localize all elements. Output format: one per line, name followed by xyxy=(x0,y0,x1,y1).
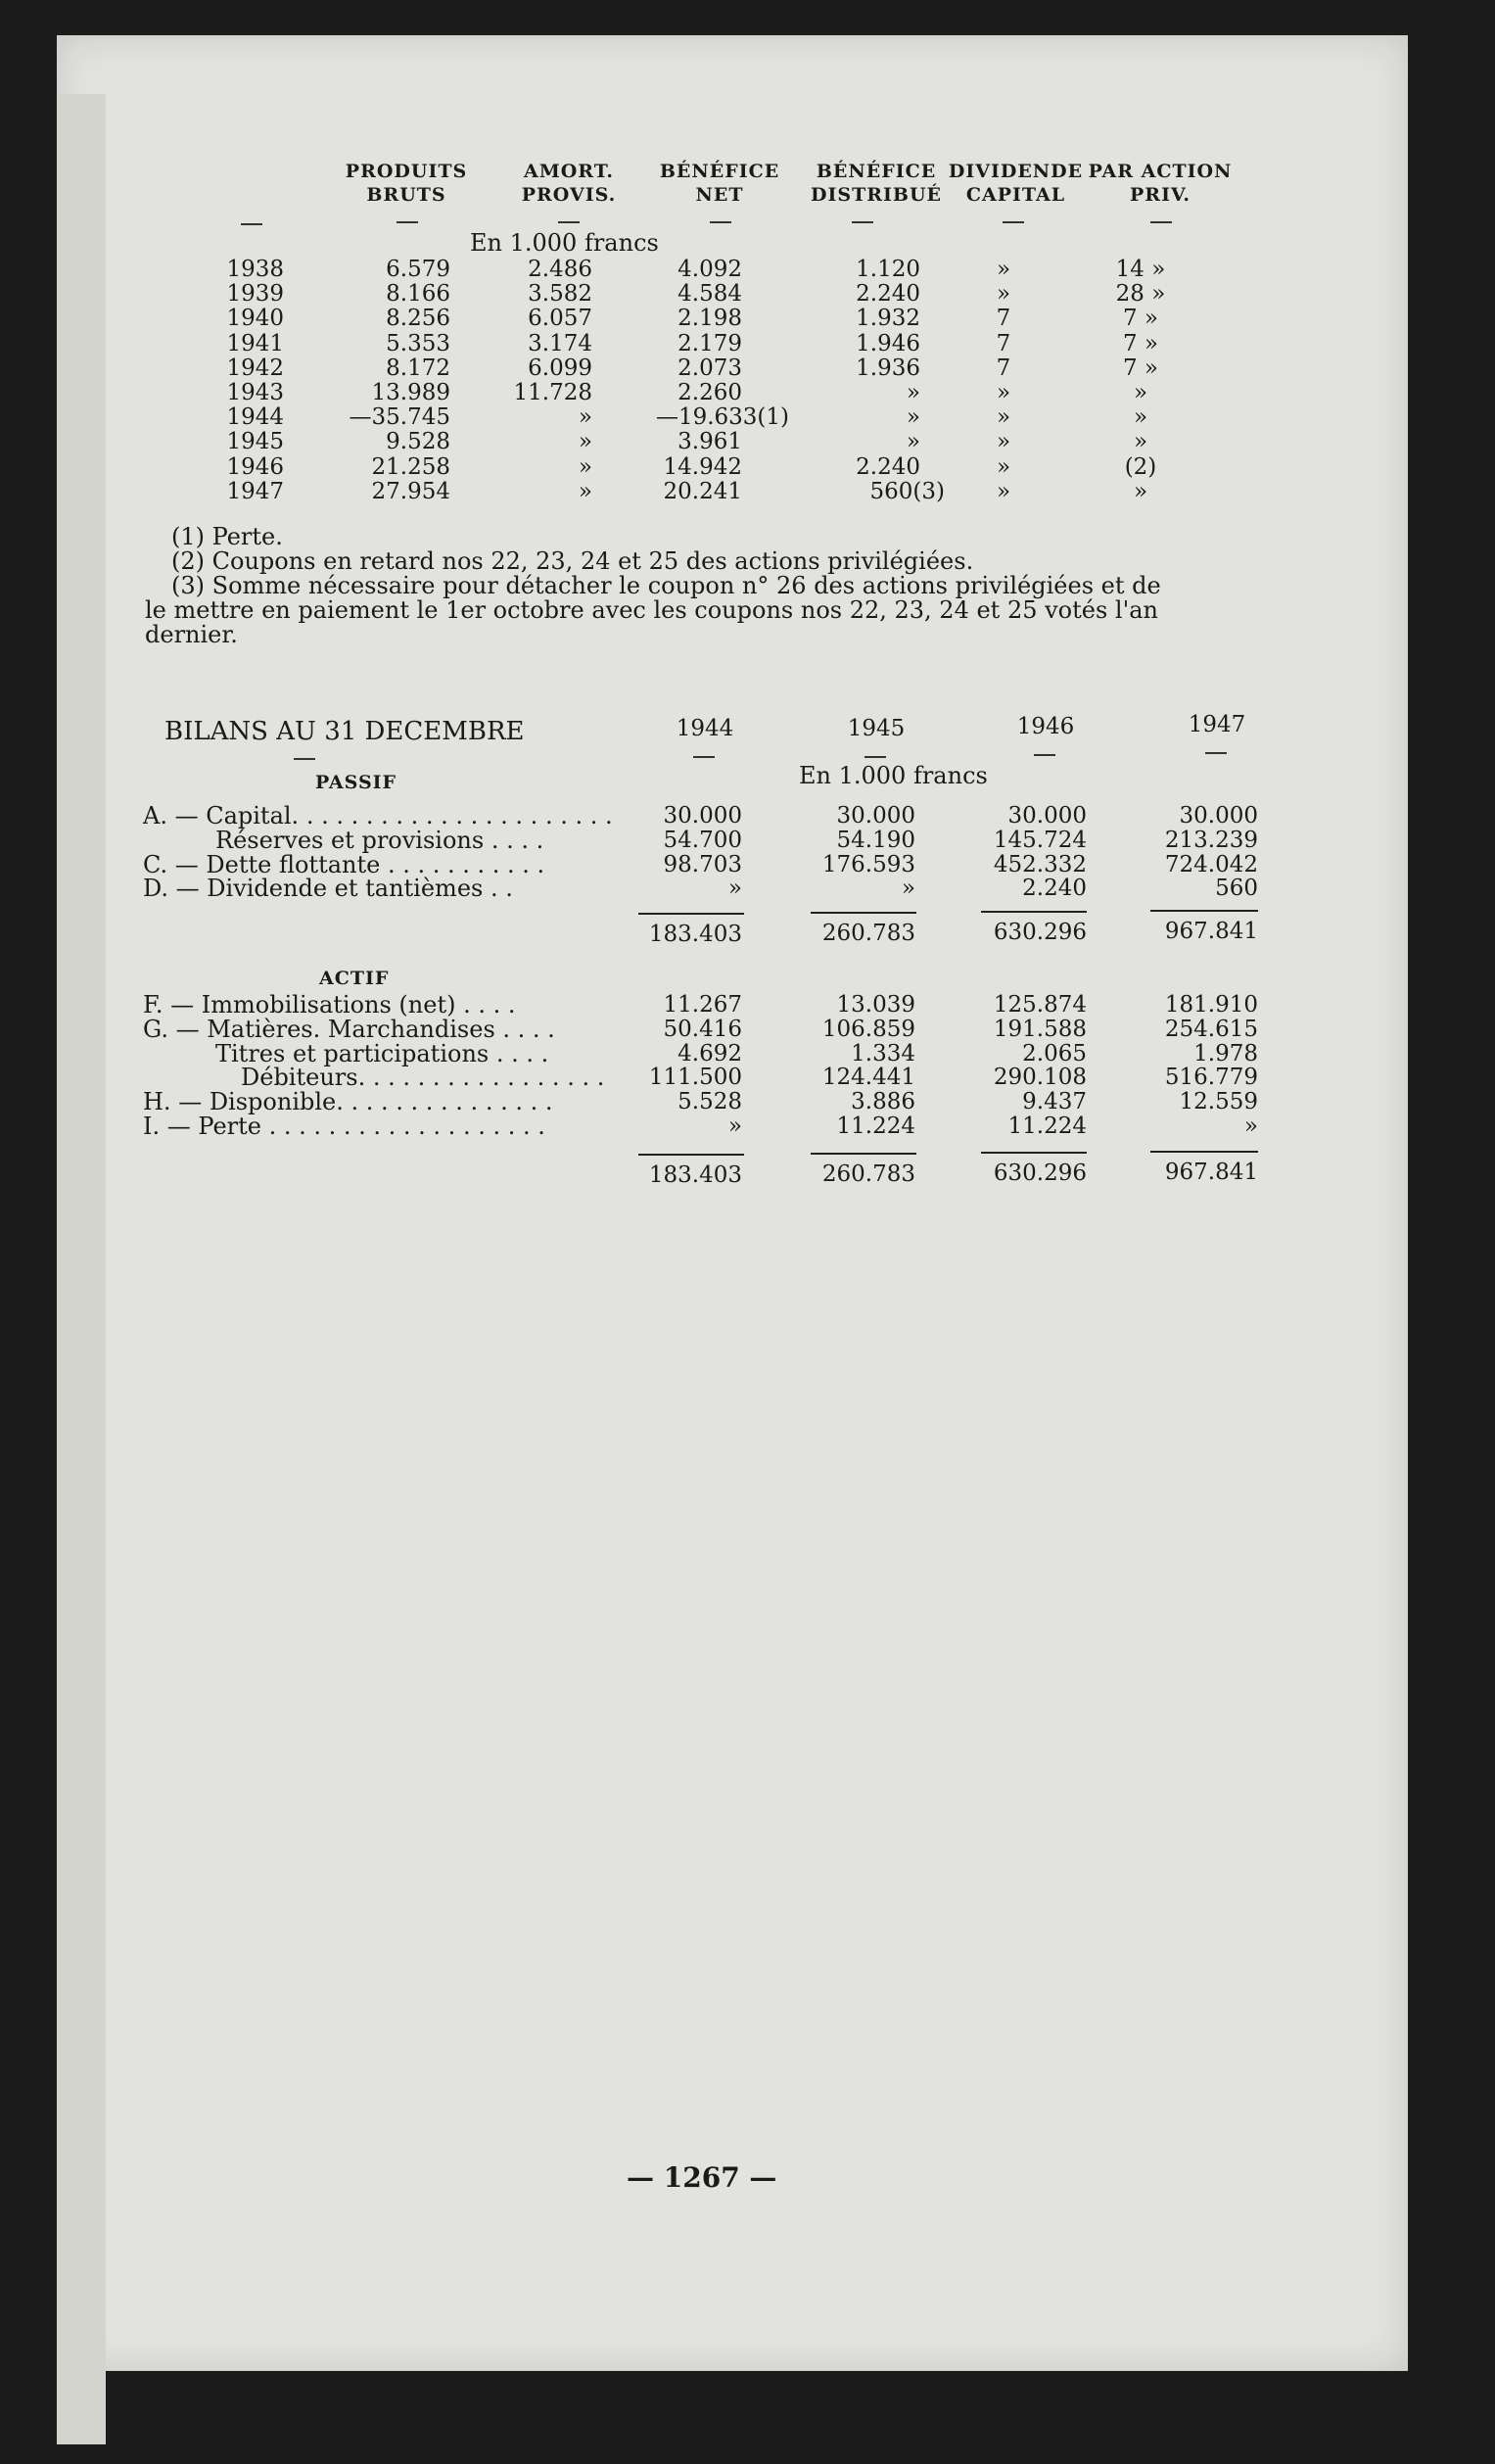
header-line1: BÉNÉFICE xyxy=(816,161,937,182)
year-dash xyxy=(1034,754,1055,756)
header-line1: BÉNÉFICE xyxy=(659,161,780,182)
cell-priv: » xyxy=(1133,380,1148,405)
cell-year: 1947 xyxy=(226,479,284,504)
total-rule xyxy=(811,1153,916,1155)
cell-produits: 8.256 xyxy=(386,306,450,331)
cell-priv: » xyxy=(1133,404,1148,430)
cell-priv: 28 » xyxy=(1115,281,1166,307)
balance-cell: 111.500 xyxy=(648,1065,742,1090)
balance-cell: 145.724 xyxy=(993,828,1087,853)
cell-capital: 7 xyxy=(996,306,1011,331)
cell-produits: 8.172 xyxy=(386,355,450,381)
total-rule xyxy=(981,911,1087,913)
header-dash xyxy=(1003,221,1024,223)
cell-distribue: » xyxy=(906,404,920,430)
cell-capital: » xyxy=(996,257,1011,282)
cell-capital: 7 xyxy=(996,355,1011,381)
cell-year: 1943 xyxy=(226,380,284,405)
header-line1: DIVIDENDE xyxy=(948,161,1084,182)
title-dash xyxy=(294,758,315,760)
actif-heading: ACTIF xyxy=(319,968,390,989)
header-line2: DISTRIBUÉ xyxy=(810,184,942,206)
cell-year: 1942 xyxy=(226,355,284,381)
balance-cell: 5.528 xyxy=(677,1089,742,1114)
total-rule xyxy=(1150,910,1258,912)
balance-cell: 54.700 xyxy=(663,828,742,853)
col-header-amort xyxy=(511,160,627,207)
balance-row-label: D. — Dividende et tantièmes . . xyxy=(143,875,513,902)
balance-year-1946: 1946 xyxy=(1016,714,1075,739)
balance-cell: 254.615 xyxy=(1164,1017,1258,1042)
cell-capital: » xyxy=(996,429,1011,454)
header-dash xyxy=(241,223,262,225)
cell-produits: 27.954 xyxy=(371,479,450,504)
col-header-capital xyxy=(945,160,1087,207)
footnote-3: (3) Somme nécessaire pour détacher le coupon n° 26 des actions privilégiées et de xyxy=(171,572,1161,599)
cell-net: 2.073 xyxy=(677,355,742,381)
balance-cell: 181.910 xyxy=(1164,992,1258,1018)
balance-cell: 724.042 xyxy=(1164,852,1258,877)
cell-year: 1941 xyxy=(226,331,284,356)
balance-cell: 213.239 xyxy=(1164,828,1258,853)
total-rule xyxy=(811,912,916,914)
cell-capital: » xyxy=(996,404,1011,430)
cell-net: 4.584 xyxy=(677,281,742,307)
cell-capital: » xyxy=(996,454,1011,480)
balance-total: 967.841 xyxy=(1164,1160,1258,1185)
cell-produits: 13.989 xyxy=(371,380,450,405)
balance-cell: 516.779 xyxy=(1164,1065,1258,1090)
cell-amort: » xyxy=(578,404,592,430)
cell-capital: » xyxy=(996,281,1011,307)
balance-total: 183.403 xyxy=(648,1162,742,1188)
cell-amort: » xyxy=(578,454,592,480)
balance-row-label: C. — Dette flottante . . . . . . . . . . . xyxy=(143,851,545,878)
header-dash xyxy=(852,221,873,223)
balance-cell: 11.267 xyxy=(663,992,742,1018)
balance-total: 630.296 xyxy=(993,1161,1087,1186)
header-line2: NET xyxy=(695,184,744,206)
balance-title: BILANS AU 31 DECEMBRE xyxy=(164,717,525,746)
footnote-3-continued: le mettre en paiement le 1er octobre avec les coupons nos 22, 23, 24 et 25 votés l'an xyxy=(145,596,1158,624)
cell-priv: (2) xyxy=(1124,454,1157,480)
header-dash xyxy=(710,221,731,223)
cell-capital: » xyxy=(996,380,1011,405)
balance-cell: 3.886 xyxy=(851,1089,915,1114)
balance-cell: 30.000 xyxy=(1179,803,1258,829)
cell-net: 2.179 xyxy=(677,331,742,356)
balance-row-label: Débiteurs. . . . . . . . . . . . . . . . . xyxy=(241,1064,605,1091)
cell-year: 1944 xyxy=(226,404,284,430)
balance-cell: 30.000 xyxy=(836,803,915,829)
cell-produits: 9.528 xyxy=(386,429,450,454)
balance-cell: 11.224 xyxy=(836,1114,915,1139)
header-dash xyxy=(1150,221,1172,223)
header-line1: PRODUITS xyxy=(345,161,468,182)
balance-total: 967.841 xyxy=(1164,919,1258,944)
cell-distribue: 1.120 xyxy=(856,257,920,282)
cell-priv: 7 » xyxy=(1122,355,1159,381)
year-dash xyxy=(1205,752,1227,754)
cell-distribue: 1.936 xyxy=(856,355,920,381)
cell-produits: 21.258 xyxy=(371,454,450,480)
col-header-produits xyxy=(343,160,470,207)
balance-total: 260.783 xyxy=(821,1161,915,1187)
header-line2: PRIV. xyxy=(1130,184,1191,206)
balance-cell: 13.039 xyxy=(836,992,915,1018)
header-dash xyxy=(558,221,580,223)
cell-priv: 7 » xyxy=(1122,331,1159,356)
cell-priv: » xyxy=(1133,479,1148,504)
cell-capital: » xyxy=(996,479,1011,504)
year-dash xyxy=(864,756,886,758)
balance-cell: 54.190 xyxy=(836,828,915,853)
balance-row-label: F. — Immobilisations (net) . . . . xyxy=(143,991,516,1019)
footnote-3-end: dernier. xyxy=(145,621,238,648)
cell-net: 20.241 xyxy=(663,479,742,504)
cell-distribue: » xyxy=(906,380,920,405)
balance-cell: 1.978 xyxy=(1193,1041,1258,1066)
cell-amort: » xyxy=(578,429,592,454)
cell-amort: » xyxy=(578,479,592,504)
balance-cell: 290.108 xyxy=(993,1065,1087,1090)
cell-priv: » xyxy=(1133,429,1148,454)
cell-amort: 6.057 xyxy=(528,306,592,331)
cell-net: 4.092 xyxy=(677,257,742,282)
balance-cell: 452.332 xyxy=(993,852,1087,877)
cell-net: 2.198 xyxy=(677,306,742,331)
balance-cell: 30.000 xyxy=(663,803,742,829)
cell-year: 1939 xyxy=(226,281,284,307)
balance-cell: » xyxy=(1243,1114,1258,1139)
results-unit-label: En 1.000 francs xyxy=(470,229,659,257)
passif-heading: PASSIF xyxy=(315,772,397,793)
balance-cell: 560 xyxy=(1215,876,1258,901)
balance-year-1944: 1944 xyxy=(676,716,734,741)
balance-cell: 106.859 xyxy=(821,1017,915,1042)
balance-row-label: Titres et participations . . . . xyxy=(215,1040,549,1067)
cell-priv: 14 » xyxy=(1115,257,1166,282)
balance-cell: 2.240 xyxy=(1022,876,1087,901)
balance-cell: 124.441 xyxy=(821,1065,915,1090)
cell-year: 1945 xyxy=(226,429,284,454)
balance-cell: 191.588 xyxy=(993,1017,1087,1042)
balance-cell: » xyxy=(727,1114,742,1139)
balance-cell: 98.703 xyxy=(663,852,742,877)
balance-cell: » xyxy=(727,876,742,901)
footnote-2: (2) Coupons en retard nos 22, 23, 24 et 25 des actions privilégiées. xyxy=(171,547,974,575)
cell-amort: 2.486 xyxy=(528,257,592,282)
balance-row-label: A. — Capital. . . . . . . . . . . . . . . . . . . . . . xyxy=(143,802,613,829)
cell-distribue: 1.932 xyxy=(856,306,920,331)
cell-capital: 7 xyxy=(996,331,1011,356)
balance-year-1945: 1945 xyxy=(847,716,906,741)
balance-row-label: G. — Matières. Marchandises . . . . xyxy=(143,1016,555,1043)
cell-distribue: » xyxy=(906,429,920,454)
cell-amort: 6.099 xyxy=(528,355,592,381)
col-header-distribue xyxy=(808,160,945,207)
balance-row-label: Réserves et provisions . . . . xyxy=(215,827,544,854)
cell-distribue: 2.240 xyxy=(856,281,920,307)
header-line2: BRUTS xyxy=(366,184,446,206)
cell-produits: 5.353 xyxy=(386,331,450,356)
balance-cell: 1.334 xyxy=(851,1041,915,1066)
cell-net: 2.260 xyxy=(677,380,742,405)
balance-cell: 50.416 xyxy=(663,1017,742,1042)
header-dash xyxy=(397,221,418,223)
balance-cell: 125.874 xyxy=(993,992,1087,1018)
total-rule xyxy=(638,913,744,915)
balance-cell: 9.437 xyxy=(1022,1089,1087,1114)
total-rule xyxy=(981,1152,1087,1154)
balance-total: 183.403 xyxy=(648,922,742,947)
balance-year-1947: 1947 xyxy=(1188,712,1246,737)
cell-produits: —35.745 xyxy=(349,404,450,430)
balance-unit-label: En 1.000 francs xyxy=(799,762,988,789)
balance-cell: 30.000 xyxy=(1007,803,1087,829)
page-number: — 1267 — xyxy=(627,2161,777,2194)
balance-cell: » xyxy=(901,876,915,901)
balance-cell: 2.065 xyxy=(1022,1041,1087,1066)
cell-year: 1938 xyxy=(226,257,284,282)
balance-total: 260.783 xyxy=(821,921,915,946)
year-dash xyxy=(693,756,715,758)
balance-cell: 4.692 xyxy=(677,1041,742,1066)
col-header-priv xyxy=(1082,160,1238,207)
cell-distribue: 1.946 xyxy=(856,331,920,356)
cell-amort: 11.728 xyxy=(513,380,592,405)
cell-amort: 3.582 xyxy=(528,281,592,307)
balance-row-label: H. — Disponible. . . . . . . . . . . . . . . xyxy=(143,1088,553,1115)
cell-produits: 6.579 xyxy=(386,257,450,282)
cell-net: 3.961 xyxy=(677,429,742,454)
header-line1: PAR ACTION xyxy=(1088,161,1233,182)
cell-distribue: 2.240 xyxy=(856,454,920,480)
cell-amort: 3.174 xyxy=(528,331,592,356)
total-rule xyxy=(638,1154,744,1156)
cell-year: 1940 xyxy=(226,306,284,331)
header-line2: PROVIS. xyxy=(521,184,617,206)
cell-net: —19.633(1) xyxy=(655,404,789,430)
cell-priv: 7 » xyxy=(1122,306,1159,331)
header-line1: AMORT. xyxy=(523,161,615,182)
header-line2: CAPITAL xyxy=(965,184,1066,206)
cell-produits: 8.166 xyxy=(386,281,450,307)
cell-net: 14.942 xyxy=(663,454,742,480)
total-rule xyxy=(1150,1151,1258,1153)
balance-total: 630.296 xyxy=(993,920,1087,945)
footnote-1: (1) Perte. xyxy=(171,523,283,550)
balance-row-label: I. — Perte . . . . . . . . . . . . . . . . . . . xyxy=(143,1113,545,1140)
page-edge xyxy=(57,94,106,2444)
col-header-net xyxy=(656,160,783,207)
cell-distribue: 560(3) xyxy=(869,479,945,504)
balance-cell: 176.593 xyxy=(821,852,915,877)
balance-cell: 11.224 xyxy=(1007,1114,1087,1139)
cell-year: 1946 xyxy=(226,454,284,480)
balance-cell: 12.559 xyxy=(1179,1089,1258,1114)
